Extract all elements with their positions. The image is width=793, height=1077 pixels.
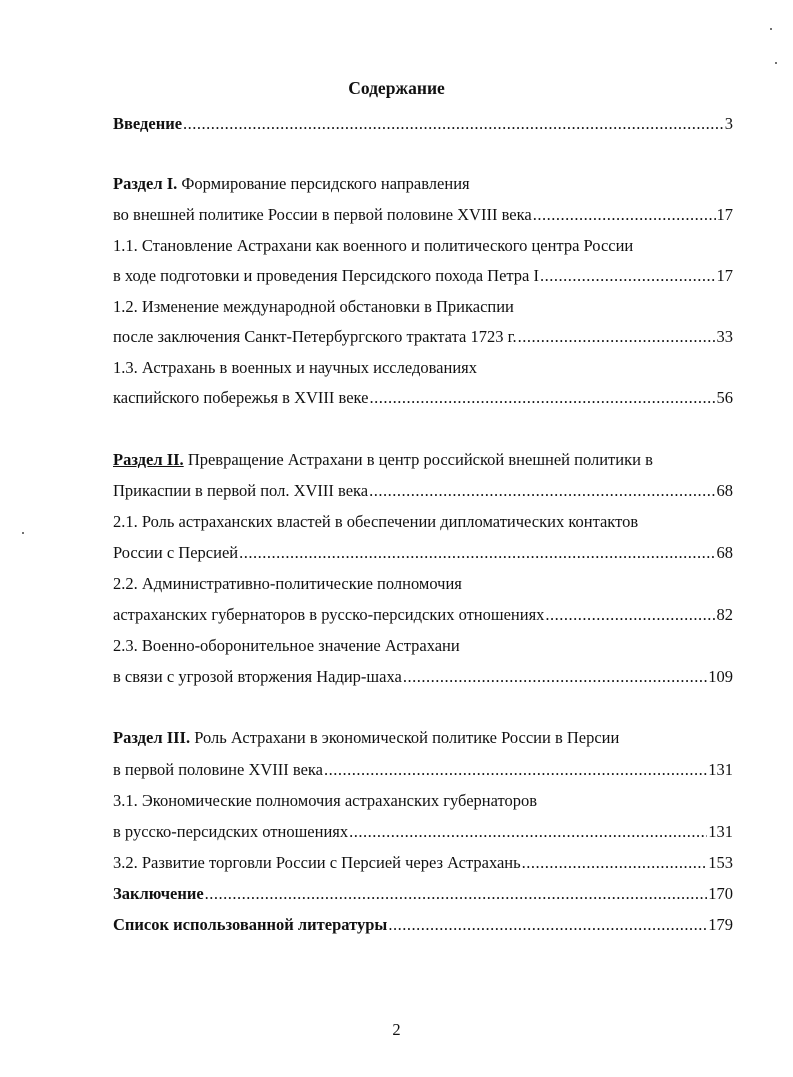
leader-dots: [518, 327, 716, 347]
leader-dots: [388, 915, 707, 935]
toc-bibliography-page: 179: [708, 915, 733, 934]
toc-section-1-label: Раздел I.: [113, 174, 178, 193]
toc-section-3-heading: [113, 728, 733, 748]
toc-subsection-2-2-entry: [113, 605, 733, 625]
toc-conclusion-label: Заключение: [113, 884, 204, 903]
toc-subsection-1-1-title-cont: в ходе подготовки и проведения Персидского похода Петра I: [113, 266, 540, 285]
toc-section-1-heading: [113, 174, 733, 194]
leader-dots: [205, 884, 708, 904]
scan-speck: [770, 28, 772, 30]
toc-section-3-title-cont: в первой половине XVIII века: [113, 760, 323, 779]
toc-subsection-3-2-title: 3.2. Развитие торговли России с Персией через Астрахань: [113, 853, 521, 872]
toc-subsection-2-1-page: 68: [716, 543, 733, 562]
leader-dots: [324, 760, 707, 780]
toc-subsection-2-2-page: 82: [716, 605, 733, 624]
scan-speck: [22, 532, 24, 534]
toc-section-2-page: 68: [716, 481, 733, 500]
toc-subsection-2-3-heading: [113, 636, 733, 656]
toc-subsection-1-2-title-cont: после заключения Санкт-Петербургского трактата 1723 г.: [113, 327, 517, 346]
toc-subsection-1-1-page: 17: [716, 266, 733, 285]
toc-conclusion-page: 170: [708, 884, 733, 903]
page-title: Содержание: [348, 78, 445, 98]
toc-section-3-label: Раздел III.: [113, 728, 191, 747]
leader-dots: [540, 266, 715, 286]
toc-bibliography-label: Список использованной литературы: [113, 915, 388, 934]
toc-subsection-1-3-title-cont: каспийского побережья в XVIII веке: [113, 388, 369, 407]
toc-entry-intro: [113, 114, 733, 134]
toc-section-3-entry: [113, 760, 733, 780]
toc-subsection-2-1-entry: [113, 543, 733, 563]
toc-subsection-3-1-title: 3.1. Экономические полномочия астраханских губернаторов: [113, 791, 538, 810]
toc-section-2-title-cont: Прикаспии в первой пол. XVIII века: [113, 481, 369, 500]
leader-dots: [403, 667, 707, 687]
toc-subsection-1-1-title: 1.1. Становление Астрахани как военного и политического центра России: [113, 236, 634, 255]
toc-section-2-heading: [113, 450, 738, 470]
toc-entry-bibliography: [113, 915, 733, 935]
leader-dots: [522, 853, 708, 873]
leader-dots: [545, 605, 715, 625]
leader-dots: [369, 388, 715, 408]
toc-section-3-page: 131: [708, 760, 733, 779]
toc-subsection-2-2-heading: [113, 574, 733, 594]
leader-dots: [369, 481, 715, 501]
toc-subsection-3-1-title-cont: в русско-персидских отношениях: [113, 822, 349, 841]
toc-subsection-2-2-title-cont: астраханских губернаторов в русско-персидских отношениях: [113, 605, 545, 624]
toc-subsection-2-3-entry: [113, 667, 733, 687]
toc-subsection-2-2-title: 2.2. Административно-политические полномочия: [113, 574, 462, 593]
toc-section-2-title: Превращение Астрахани в центр российской внешней политики в: [187, 450, 653, 469]
toc-section-1-page: 17: [716, 205, 733, 224]
toc-subsection-1-1-heading: [113, 236, 733, 256]
leader-dots: [239, 543, 715, 563]
toc-intro-page: 3: [724, 114, 733, 133]
toc-entry-conclusion: [113, 884, 733, 904]
toc-subsection-1-3-page: 56: [716, 388, 733, 407]
toc-intro-label: Введение: [113, 114, 183, 133]
toc-subsection-2-3-page: 109: [708, 667, 733, 686]
leader-dots: [349, 822, 707, 842]
toc-subsection-3-1-page: 131: [708, 822, 733, 841]
page-number: 2: [392, 1020, 401, 1039]
toc-section-2-label: Раздел II.: [113, 450, 184, 469]
toc-subsection-1-3-heading: [113, 358, 733, 378]
toc-subsection-1-3-entry: [113, 388, 733, 408]
toc-subsection-1-2-title: 1.2. Изменение международной обстановки в Прикаспии: [113, 297, 514, 316]
toc-subsection-1-2-page: 33: [716, 327, 733, 346]
scan-speck: [775, 62, 777, 64]
toc-subsection-2-1-title-cont: России с Персией: [113, 543, 239, 562]
toc-subsection-1-2-entry: [113, 327, 733, 347]
toc-subsection-3-1-heading: [113, 791, 733, 811]
toc-section-1-entry: [113, 205, 733, 225]
leader-dots: [533, 205, 716, 225]
toc-subsection-3-1-entry: [113, 822, 733, 842]
toc-subsection-3-2-page: 153: [708, 853, 733, 872]
toc-section-3-title: Роль Астрахани в экономической политике России в Персии: [194, 728, 620, 747]
toc-subsection-1-1-entry: [113, 266, 733, 286]
toc-section-1-title: Формирование персидского направления: [181, 174, 470, 193]
toc-subsection-1-2-heading: [113, 297, 733, 317]
toc-subsection-3-2-entry: [113, 853, 733, 873]
toc-subsection-2-3-title: 2.3. Военно-оборонительное значение Астрахани: [113, 636, 460, 655]
toc-subsection-2-1-title: 2.1. Роль астраханских властей в обеспечении дипломатических контактов: [113, 512, 639, 531]
leader-dots: [183, 114, 724, 134]
toc-subsection-2-1-heading: [113, 512, 733, 532]
toc-subsection-2-3-title-cont: в связи с угрозой вторжения Надир-шаха: [113, 667, 402, 686]
toc-section-1-title-cont: во внешней политике России в первой половине XVIII века: [113, 205, 532, 224]
toc-section-2-entry: [113, 481, 733, 501]
toc-subsection-1-3-title: 1.3. Астрахань в военных и научных исследованиях: [113, 358, 477, 377]
